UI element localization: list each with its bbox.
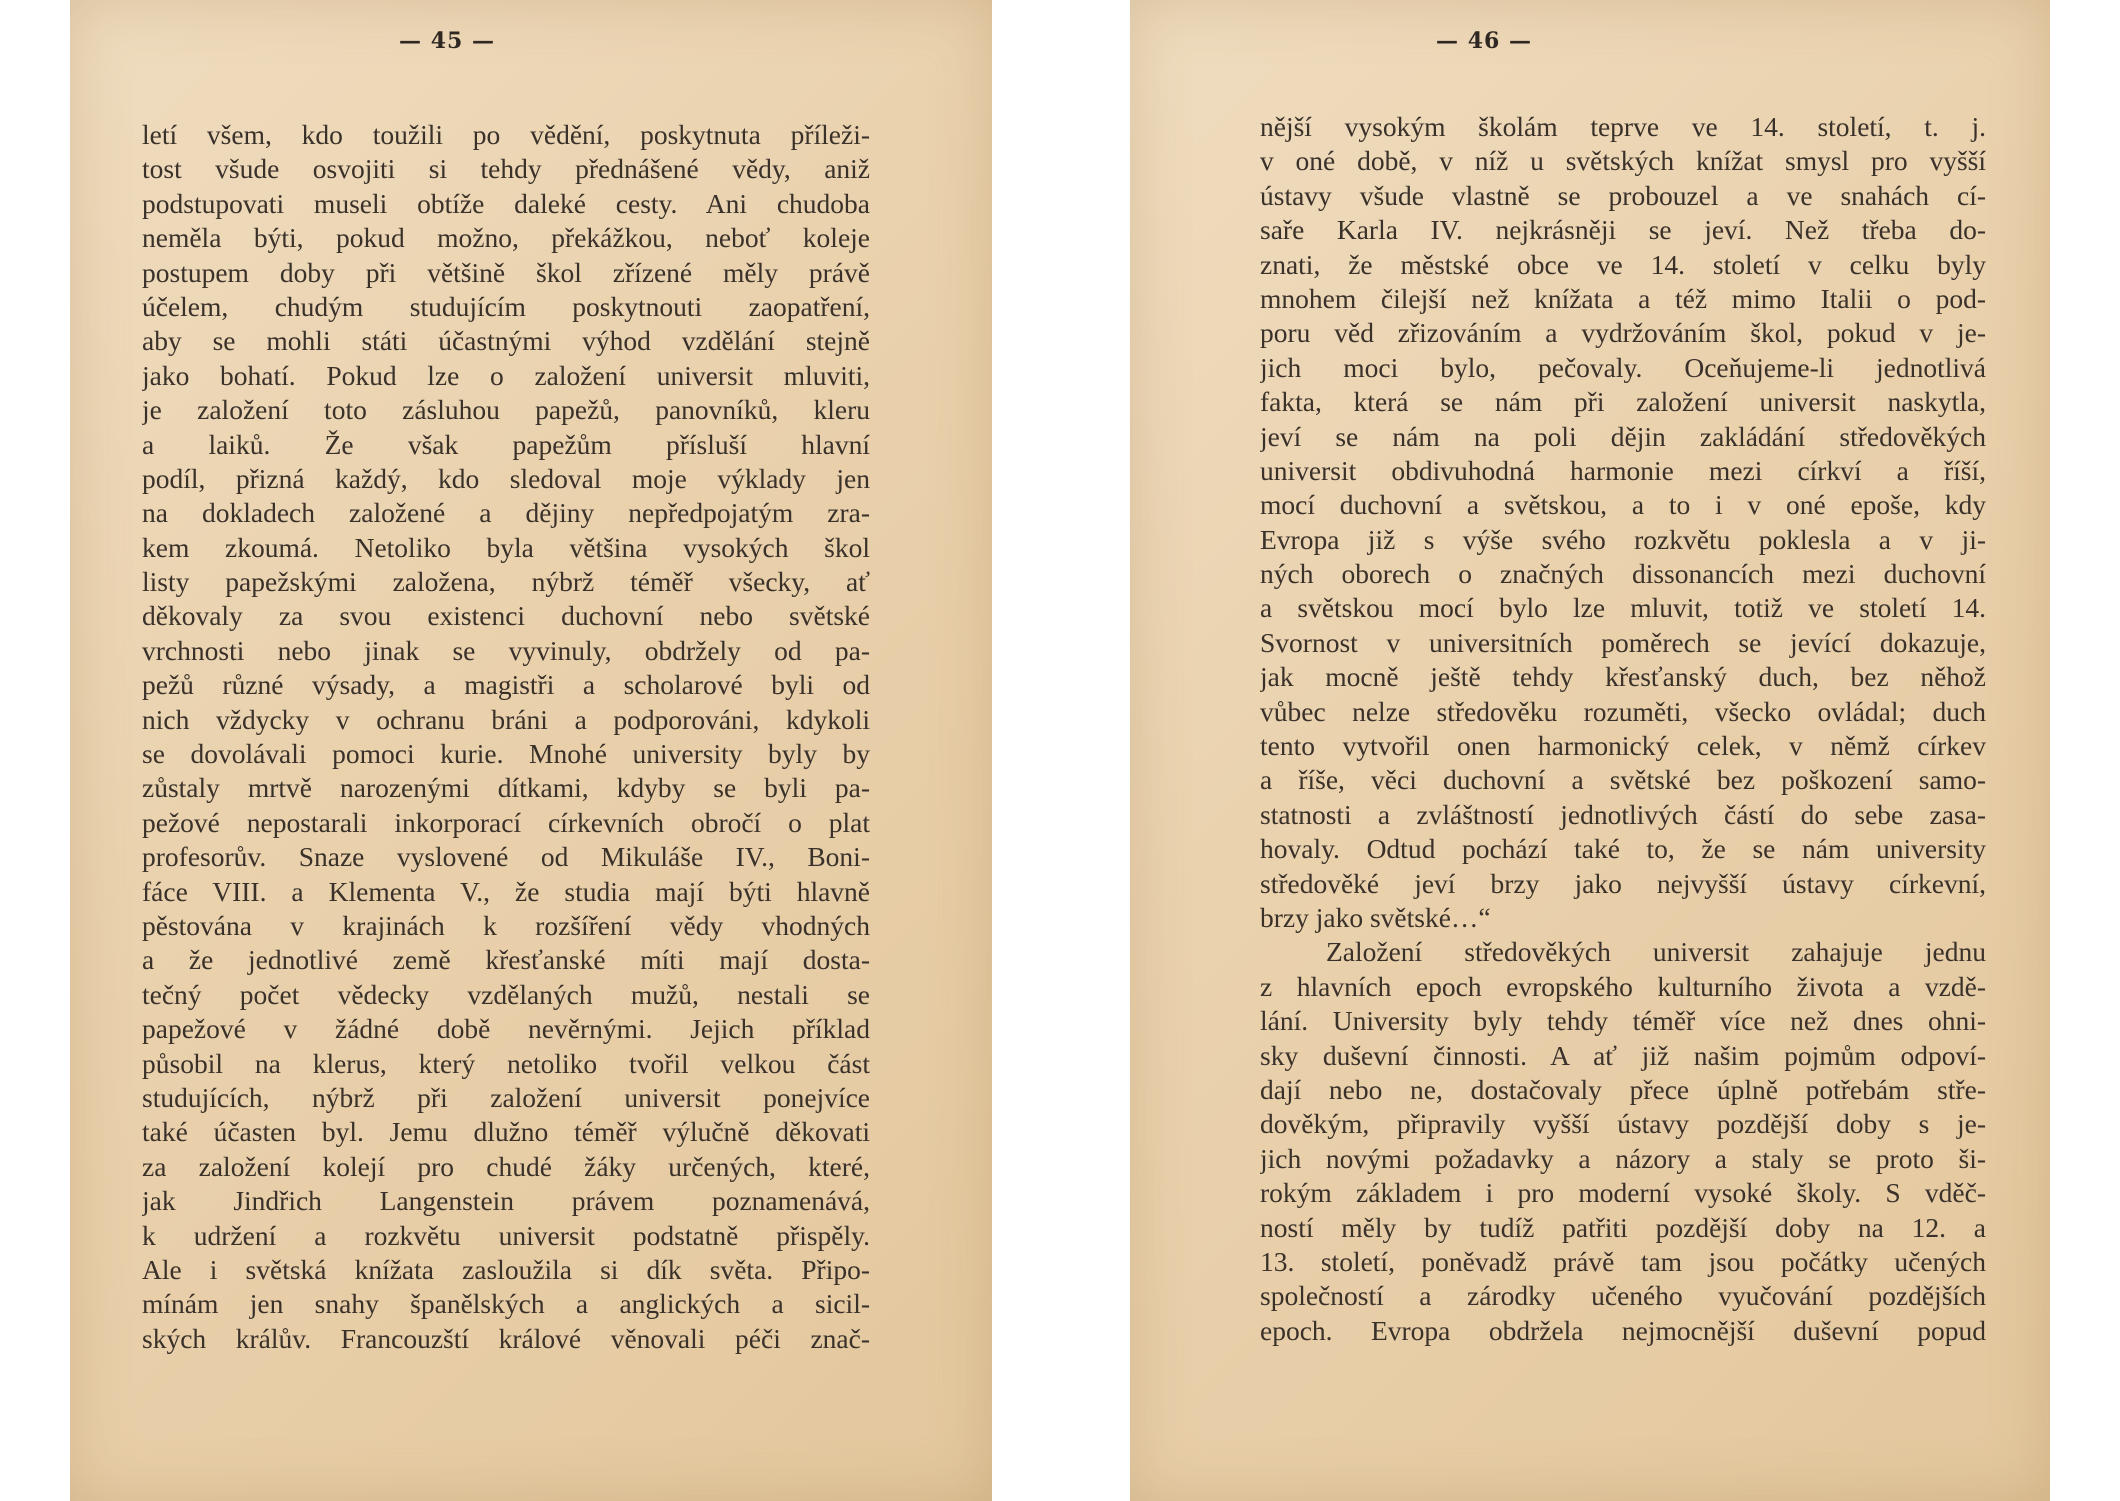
text-line: statnosti a zvláštností jednotlivých částí do sebe zasa- xyxy=(1260,798,1986,830)
right-page xyxy=(1130,0,2050,1501)
text-line: aby se mohli státi účastnými výhod vzdělání stejně xyxy=(142,325,870,357)
text-line: jak Jindřich Langenstein právem poznamenává, xyxy=(142,1185,870,1217)
text-line: vůbec nelze středověku rozuměti, všecko ovládal; duch xyxy=(1260,695,1986,727)
text-line: zůstaly mrtvě narozenými dítkami, kdyby se byli pa- xyxy=(142,772,870,804)
text-line: působil na klerus, který netoliko tvořil velkou část xyxy=(142,1047,870,1079)
text-line: nější vysokým školám teprve ve 14. století, t. j. xyxy=(1260,111,1986,142)
text-line: znati, že městské obce ve 14. století v celku byly xyxy=(1260,248,1986,280)
text-line: ských králův. Francouzští králové věnovali péči znač- xyxy=(142,1322,870,1354)
text-line: brzy jako světské…“ xyxy=(1260,901,1491,933)
text-line: za založení kolejí pro chudé žáky určených, které, xyxy=(142,1150,870,1182)
text-line: listy papežskými založena, nýbrž téměř všecky, ať xyxy=(142,566,870,598)
text-line: universit obdivuhodná harmonie mezi církví a říší, xyxy=(1260,454,1986,486)
text-line: jich moci bylo, pečovaly. Oceňujeme-li jednotlivá xyxy=(1260,351,1986,383)
text-line: lání. University byly tehdy téměř více než dnes ohni- xyxy=(1260,1005,1986,1037)
text-line: středověké jeví brzy jako nejvyšší ústavy církevní, xyxy=(1260,867,1986,899)
text-line: jich novými požadavky a názory a staly se proto ši- xyxy=(1260,1142,1986,1174)
text-line: v oné době, v níž u světských knížat smysl pro vyšší xyxy=(1260,145,1986,177)
text-line: mnohem čilejší než knížata a též mimo Italii o pod- xyxy=(1260,282,1986,314)
text-line: mínám jen snahy španělských a anglických a sicil- xyxy=(142,1288,870,1320)
text-line: saře Karla IV. nejkrásněji se jeví. Než třeba do- xyxy=(1260,214,1986,246)
text-line: společností a zárodky učeného vyučování pozdějších xyxy=(1260,1280,1986,1312)
text-line: 13. století, poněvadž právě tam jsou počátky učených xyxy=(1260,1245,1986,1277)
text-line: pežů různé výsady, a magistři a scholarové byli od xyxy=(142,669,870,701)
text-line: Ale i světská knížata zasloužila si dík světa. Připo- xyxy=(142,1253,870,1285)
text-line: jako bohatí. Pokud lze o založení universit mluviti, xyxy=(142,359,870,391)
text-line: Svornost v universitních poměrech se jevící dokazuje, xyxy=(1260,626,1986,658)
text-line: poru věd zřizováním a vydržováním škol, pokud v je- xyxy=(1260,317,1986,349)
text-line: děkovaly za svou existenci duchovní nebo světské xyxy=(142,600,870,632)
text-line: ných oborech o značných dissonancích mezi duchovní xyxy=(1260,558,1986,590)
page-text xyxy=(142,118,870,1356)
text-line: k udržení a rozkvětu universit podstatně přispěly. xyxy=(142,1219,870,1251)
text-line: a laiků. Že však papežům přísluší hlavní xyxy=(142,428,870,460)
text-line: epoch. Evropa obdržela nejmocnější duševní popud xyxy=(1260,1314,1986,1346)
text-line: neměla býti, pokud možno, překážkou, neboť koleje xyxy=(142,222,870,254)
text-line: postupem doby při většině škol zřízené měly právě xyxy=(142,256,870,288)
text-line: a že jednotlivé země křesťanské míti mají dosta- xyxy=(142,944,870,976)
text-line: účelem, chudým studujícím poskytnouti zaopatření, xyxy=(142,290,870,322)
text-line: mocí duchovní a světskou, a to i v oné epoše, kdy xyxy=(1260,489,1986,521)
text-line: profesorův. Snaze vyslovené od Mikuláše IV., Boni- xyxy=(142,841,870,873)
text-line: ústavy všude vlastně se probouzel a ve snahách cí- xyxy=(1260,179,1986,211)
text-line: pežové nepostarali inkorporací církevních obročí o plat xyxy=(142,806,870,838)
text-line: tečný počet vědecky vzdělaných mužů, nestali se xyxy=(142,978,870,1010)
text-line: dověkým, připravily vyšší ústavy pozdější doby s je- xyxy=(1260,1108,1986,1140)
text-line: nich vždycky v ochranu bráni a podporováni, kdykoli xyxy=(142,703,870,735)
text-line: Založení středověkých universit zahajuje jednu xyxy=(1326,936,1986,968)
page-number: — 45 — xyxy=(399,28,495,54)
text-line: kem zkoumá. Netoliko byla většina vysokých škol xyxy=(142,531,870,563)
text-line: hovaly. Odtud pochází také to, že se nám university xyxy=(1260,833,1986,865)
page-number: — 46 — xyxy=(1436,28,1532,54)
text-line: vrchnosti nebo jinak se vyvinuly, obdržely od pa- xyxy=(142,634,870,666)
text-line: je založení toto zásluhou papežů, panovníků, kleru xyxy=(142,394,870,426)
text-line: papežové v žádné době nevěrnými. Jejich příklad xyxy=(142,1013,870,1045)
text-line: letí všem, kdo toužili po vědění, poskytnuta příleži- xyxy=(142,119,870,150)
left-page xyxy=(70,0,992,1501)
text-line: a světskou mocí bylo lze mluvit, totiž ve století 14. xyxy=(1260,592,1986,624)
text-line: pěstována v krajinách k rozšíření vědy vhodných xyxy=(142,909,870,941)
text-line: tost všude osvojiti si tehdy přednášené vědy, aniž xyxy=(142,153,870,185)
text-line: tento vytvořil onen harmonický celek, v němž církev xyxy=(1260,730,1986,762)
text-line: také účasten byl. Jemu dlužno téměř výlučně děkovati xyxy=(142,1116,870,1148)
text-line: studujících, nýbrž při založení universit ponejvíce xyxy=(142,1081,870,1113)
text-line: sky duševní činnosti. A ať již našim pojmům odpoví- xyxy=(1260,1039,1986,1071)
text-line: fáce VIII. a Klementa V., že studia mají býti hlavně xyxy=(142,875,870,907)
text-line: se dovolávali pomoci kurie. Mnohé university byly by xyxy=(142,738,870,770)
text-line: podíl, přizná každý, kdo sledoval moje výklady jen xyxy=(142,462,870,494)
text-line: ností měly by tudíž patřiti pozdější doby na 12. a xyxy=(1260,1211,1986,1243)
text-line: jeví se nám na poli dějin zakládání středověkých xyxy=(1260,420,1986,452)
text-line: fakta, která se nám při založení universit naskytla, xyxy=(1260,386,1986,418)
text-line: jak mocně ještě tehdy křesťanský duch, bez něhož xyxy=(1260,661,1986,693)
text-line: na dokladech založené a dějiny nepředpojatým zra- xyxy=(142,497,870,529)
text-line: podstupovati museli obtíže daleké cesty. Ani chudoba xyxy=(142,187,870,219)
page-text xyxy=(1260,110,1986,1348)
text-line: rokým základem i pro moderní vysoké školy. S vděč- xyxy=(1260,1177,1986,1209)
text-line: Evropa již s výše svého rozkvětu poklesla a v ji- xyxy=(1260,523,1986,555)
text-line: dají nebo ne, dostačovaly přece úplně potřebám stře- xyxy=(1260,1073,1986,1105)
text-line: a říše, věci duchovní a světské bez poškození samo- xyxy=(1260,764,1986,796)
text-line: z hlavních epoch evropského kulturního života a vzdě- xyxy=(1260,970,1986,1002)
